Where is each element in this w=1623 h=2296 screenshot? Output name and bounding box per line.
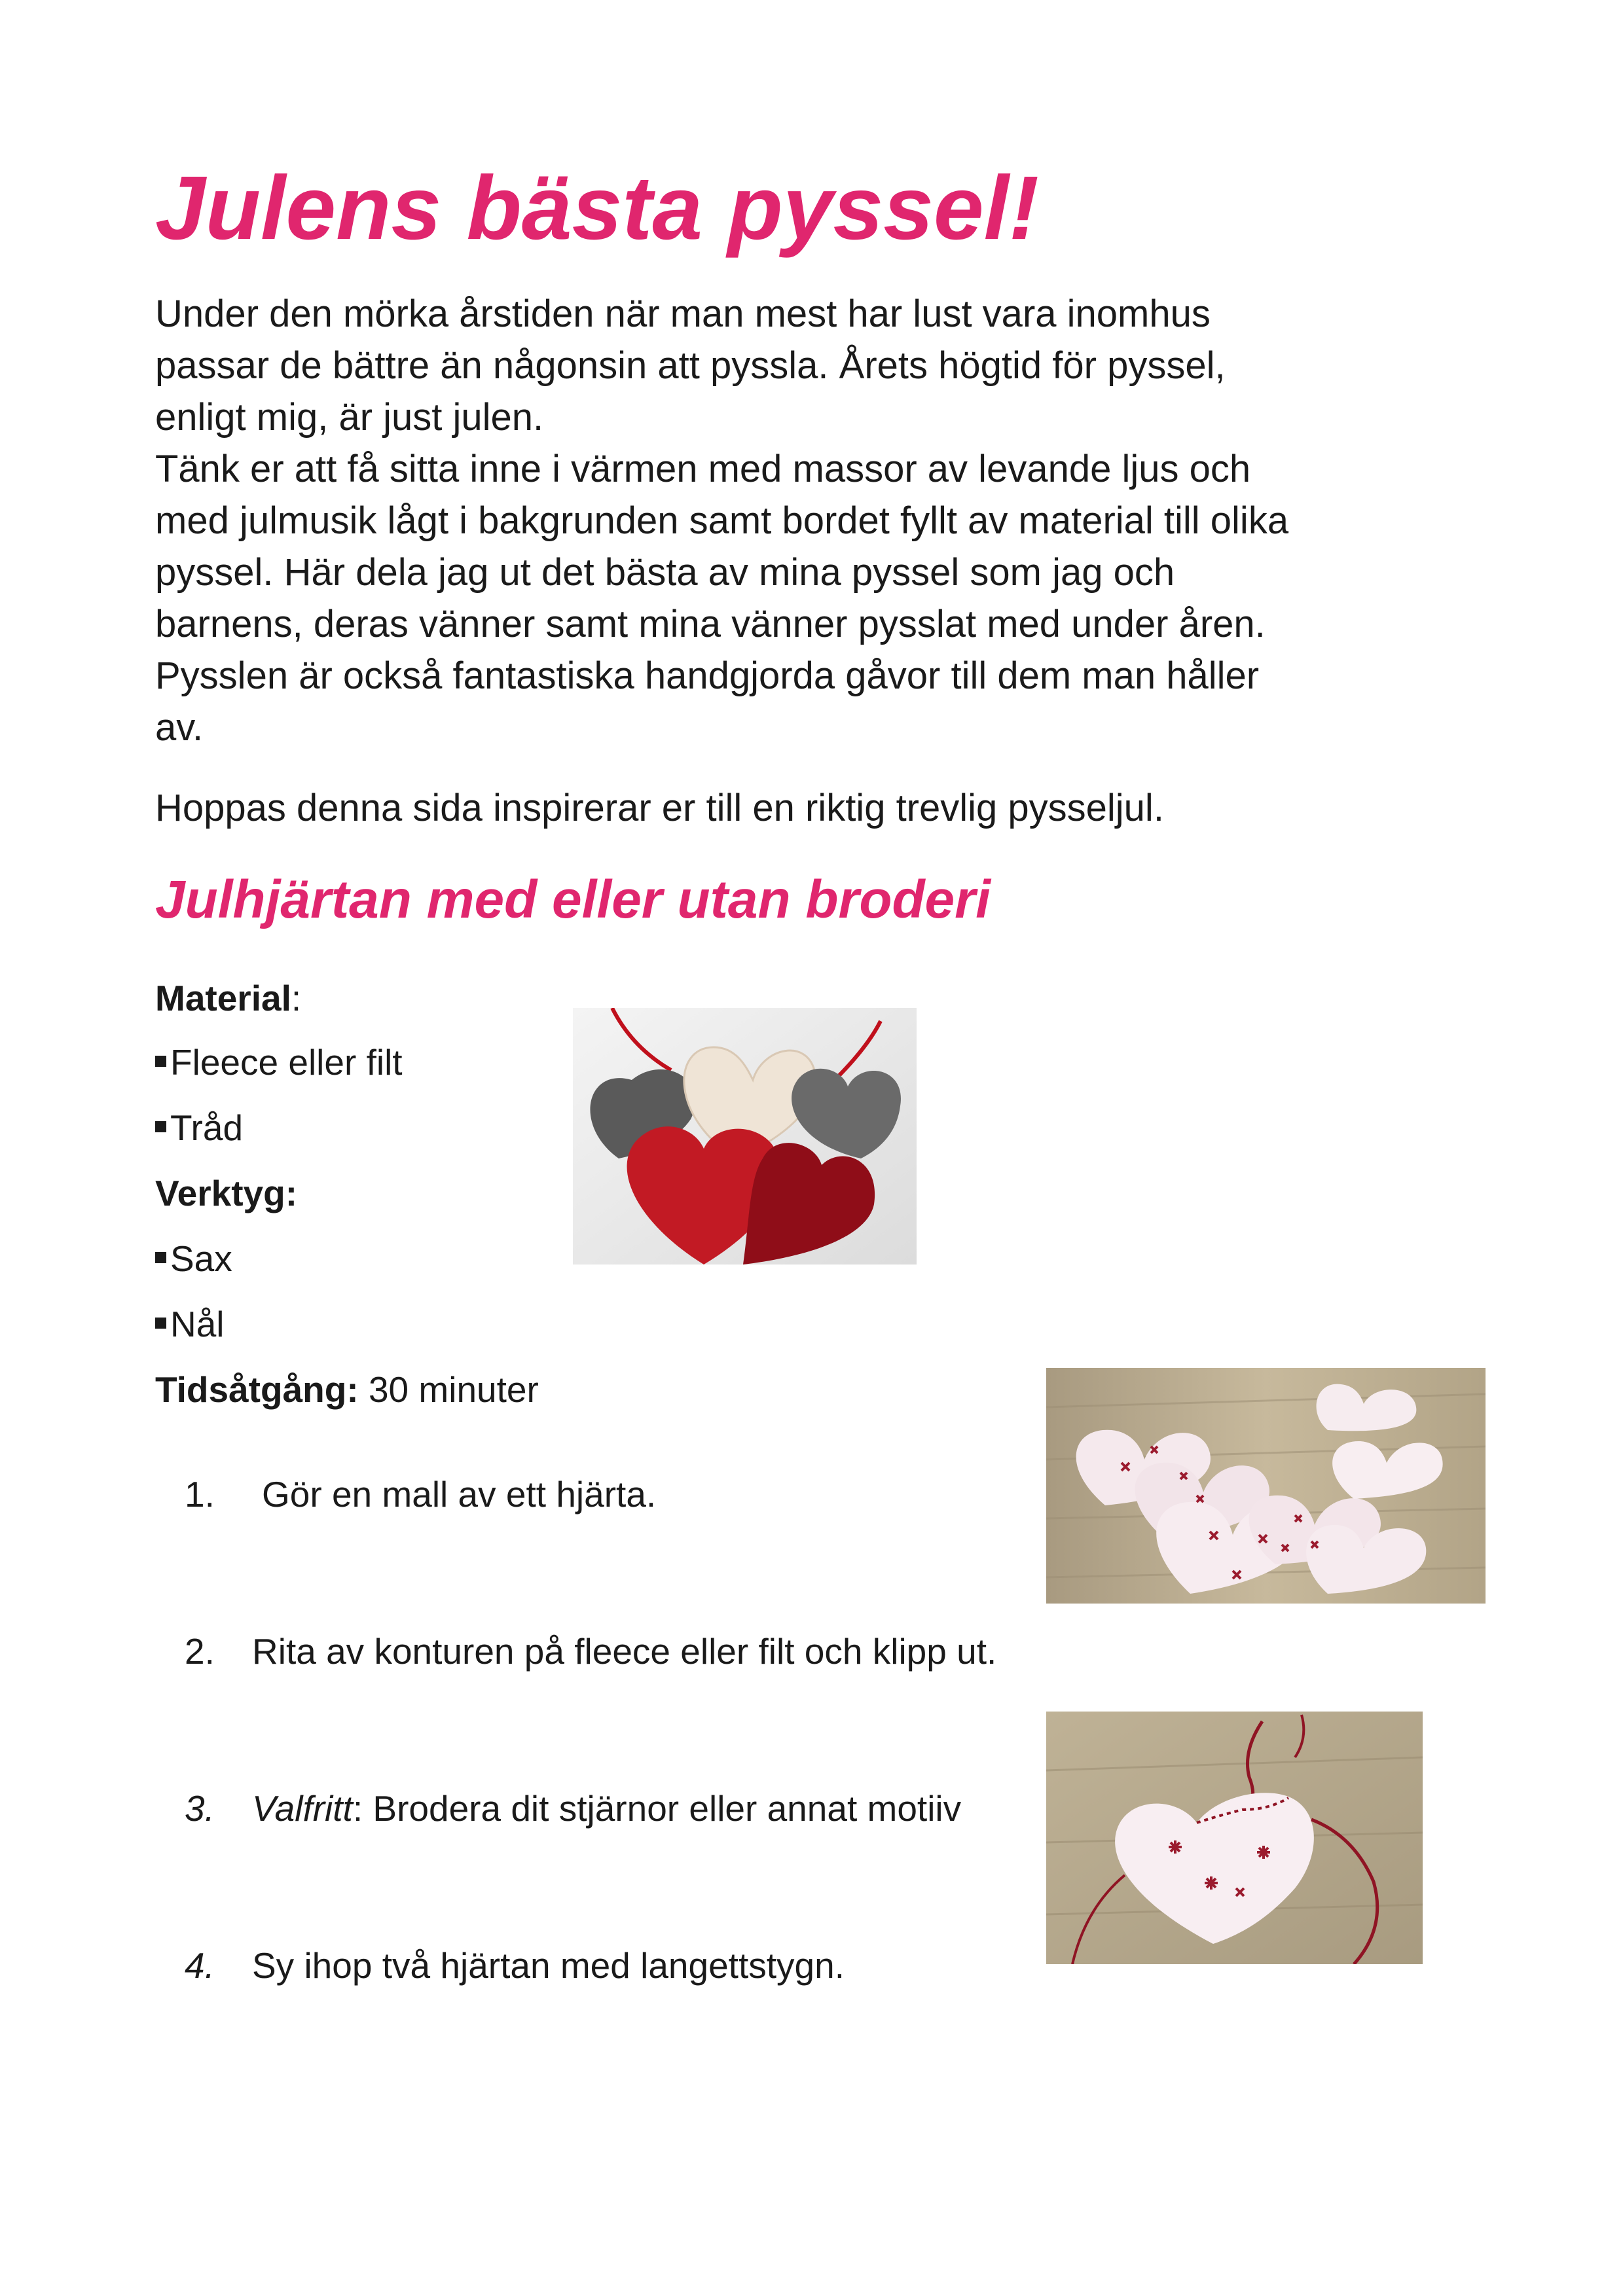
material-item: Fleece eller filt xyxy=(170,1042,403,1083)
tool-item: Sax xyxy=(170,1238,232,1279)
list-item xyxy=(155,1301,225,1347)
cut-hearts-image xyxy=(1046,1368,1486,1604)
time-line xyxy=(155,1367,539,1412)
closing-sentence: Hoppas denna sida inspirerar er till en riktig trevlig pysseljul. xyxy=(155,787,1164,829)
time-label: Tidsåtgång: xyxy=(155,1369,359,1410)
step-text-line xyxy=(252,1785,961,1831)
square-bullet-icon xyxy=(155,1056,166,1067)
square-bullet-icon xyxy=(155,1318,166,1329)
list-item xyxy=(155,1105,243,1151)
embroidered-heart-photo xyxy=(1046,1712,1423,1964)
section-heading: Julhjärtan med eller utan broderi xyxy=(155,870,991,929)
step-lead: Valfritt xyxy=(252,1788,353,1829)
step-text: : Brodera dit stjärnor eller annat motiiv xyxy=(352,1788,962,1829)
step-text: Sy ihop två hjärtan med langettstygn. xyxy=(252,1945,845,1986)
material-label: Material xyxy=(155,978,291,1018)
embroidered-heart-image xyxy=(1046,1712,1423,1964)
felt-hearts-photo xyxy=(573,1008,917,1265)
step-number: 3. xyxy=(185,1788,215,1829)
time-value: 30 minuter xyxy=(358,1369,539,1410)
intro-paragraph: Under den mörka årstiden när man mest har lust vara inomhus passar de bättre än någonsin att pyssla. Årets högtid för pyssel, enligt mig, är just julen. Tänk er att få sitta inne i värmen med massor av levande ljus och med julmusik lågt i bakgrunden samt bordet fyllt av material till olika pyssel. Här dela jag ut det bästa av mina pyssel som jag och barnens, deras vänner samt mina vänner pysslat med under åren. Pysslen är också fantastiska handgjorda gåvor till dem man håller av. xyxy=(155,293,1289,749)
step-number: 2. xyxy=(185,1631,215,1672)
square-bullet-icon xyxy=(155,1121,166,1132)
step-text: Gör en mall av ett hjärta. xyxy=(262,1474,657,1515)
square-bullet-icon xyxy=(155,1252,166,1263)
tool-item: Nål xyxy=(170,1304,225,1344)
step-number: 1. xyxy=(185,1474,215,1515)
step-number: 4. xyxy=(185,1945,215,1986)
material-colon: : xyxy=(291,978,302,1018)
list-item xyxy=(155,1039,403,1085)
page-title: Julens bästa pyssel! xyxy=(155,158,1039,259)
material-item: Tråd xyxy=(170,1107,244,1148)
step-text: Rita av konturen på fleece eller filt och klipp ut. xyxy=(252,1631,997,1672)
cut-hearts-photo xyxy=(1046,1368,1486,1604)
material-label-line xyxy=(155,975,301,1021)
list-item xyxy=(155,1236,232,1282)
felt-hearts-image xyxy=(573,1008,917,1265)
tools-label: Verktyg: xyxy=(155,1173,298,1213)
